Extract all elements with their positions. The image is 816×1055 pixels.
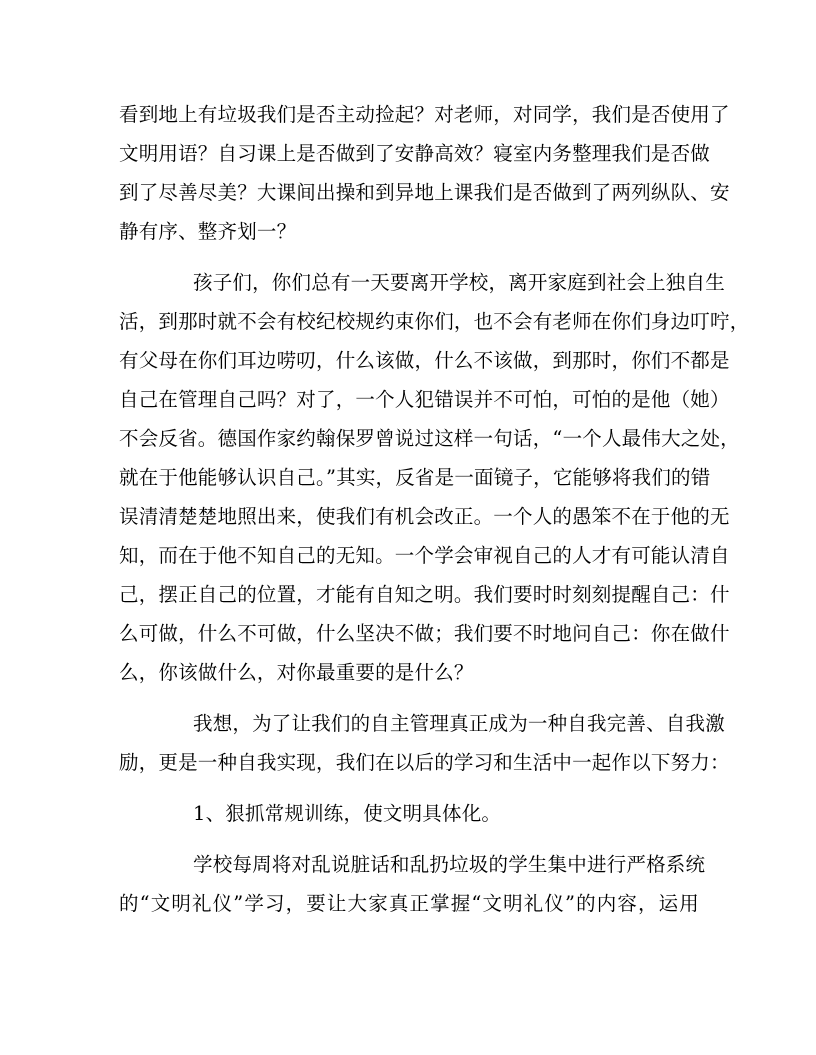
text-line: 知，而在于他不知自己的无知。一个学会审视自己的人才有可能认清自 <box>119 544 730 567</box>
text-line: 励，更是一种自我实现，我们在以后的学习和生活中一起作以下努力： <box>119 751 730 774</box>
text-line: 看到地上有垃圾我们是否主动捡起？对老师，对同学，我们是否使用了 <box>119 103 730 126</box>
text-line: 就在于他能够认识自己。”其实，反省是一面镜子，它能够将我们的错 <box>119 466 711 489</box>
text-line: 的“文明礼仪”学习，要让大家真正掌握“文明礼仪”的内容，运用 <box>119 892 699 915</box>
text-line: 么，你该做什么，对你最重要的是什么？ <box>119 661 474 684</box>
text-line: 自己在管理自己吗？对了，一个人犯错误并不可怕，可怕的是他（她） <box>119 388 730 411</box>
paragraph-start-line: 孩子们，你们总有一天要离开学校，离开家庭到社会上独自生 <box>193 271 725 294</box>
text-line: 误清清楚楚地照出来，使我们有机会改正。一个人的愚笨不在于他的无 <box>119 505 730 528</box>
paragraph-start-line: 学校每周将对乱说脏话和乱扔垃圾的学生集中进行严格系统 <box>193 853 706 876</box>
list-item-heading: 1、狠抓常规训练，使文明具体化。 <box>193 802 502 825</box>
text-line: 有父母在你们耳边唠叨，什么该做，什么不该做，到那时，你们不都是 <box>119 349 730 372</box>
text-line: 到了尽善尽美？大课间出操和到异地上课我们是否做到了两列纵队、安 <box>119 181 730 204</box>
text-line: 文明用语？自习课上是否做到了安静高效？寝室内务整理我们是否做 <box>119 142 711 165</box>
text-line: 不会反省。德国作家约翰保罗曾说过这样一句话，“一个人最伟大之处， <box>119 427 740 450</box>
text-line: 己，摆正自己的位置，才能有自知之明。我们要时时刻刻提醒自己：什 <box>119 583 730 606</box>
text-line: 静有序、整齐划一？ <box>119 220 297 243</box>
text-line: 活，到那时就不会有校纪校规约束你们，也不会有老师在你们身边叮咛， <box>119 310 750 333</box>
paragraph-start-line: 我想，为了让我们的自主管理真正成为一种自我完善、自我激 <box>193 712 725 735</box>
text-line: 么可做，什么不可做，什么坚决不做；我们要不时地问自己：你在做什 <box>119 622 730 645</box>
